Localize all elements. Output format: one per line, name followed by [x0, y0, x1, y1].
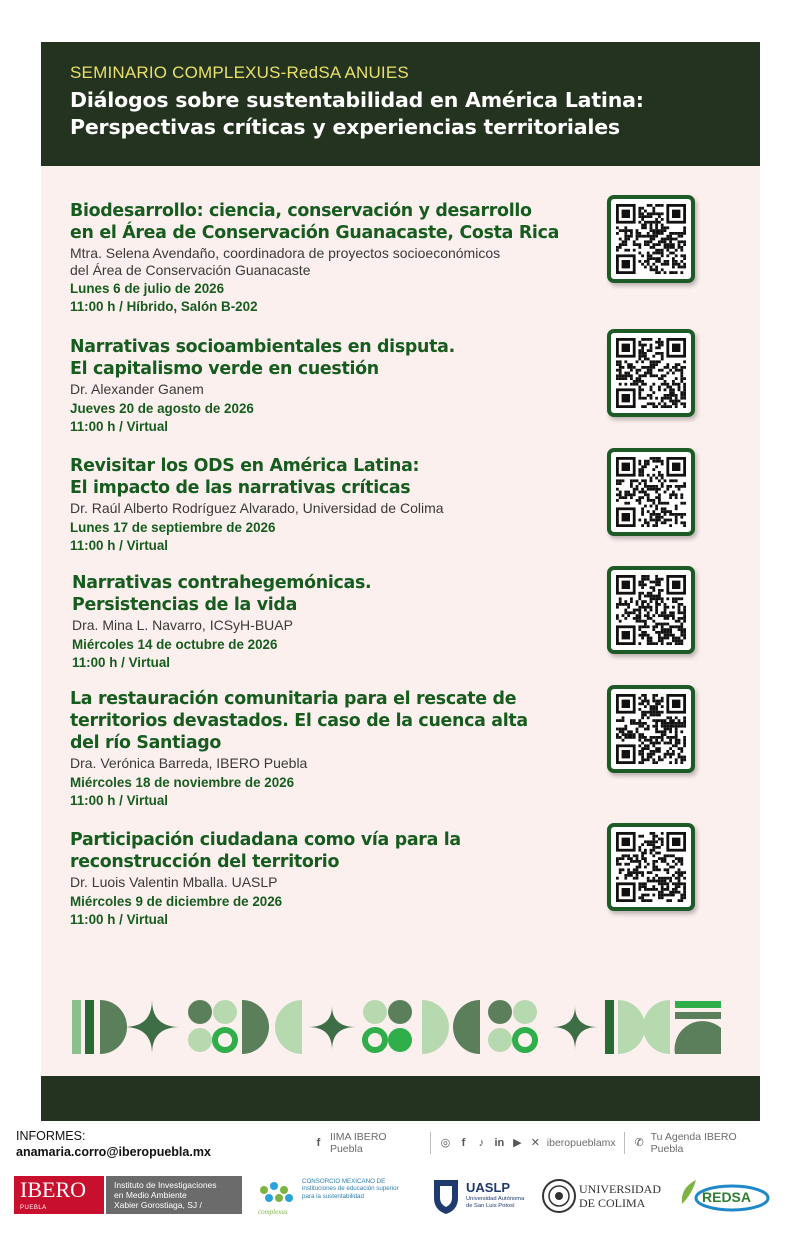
qr-code[interactable]: [607, 823, 695, 911]
pattern-half-circle: [275, 1000, 302, 1054]
colima-seal-icon: [541, 1176, 577, 1216]
event-speaker: [70, 874, 590, 891]
pattern-circle: [488, 1028, 512, 1052]
complexus-logo[interactable]: [256, 1176, 426, 1216]
event-speaker: [72, 617, 592, 634]
qr-code-icon: [616, 694, 686, 764]
event-title: [70, 829, 590, 873]
partner-logos: [0, 1172, 800, 1222]
complexus-word: complexus: [258, 1208, 288, 1216]
event-title-line: Narrativas contrahegemónicas.: [72, 573, 372, 593]
decorative-pattern: [70, 998, 730, 1058]
event-item: [70, 455, 590, 555]
event-speaker: [70, 381, 590, 398]
event-title: [70, 336, 590, 380]
event-title: [72, 572, 592, 616]
speaker-line: Dr. Luois Valentin Mballa. UASLP: [70, 874, 278, 890]
divider: [430, 1132, 431, 1154]
facebook-icon[interactable]: f: [316, 1136, 321, 1149]
youtube-icon[interactable]: ▶: [513, 1136, 522, 1149]
pattern-half-circle: [100, 1000, 127, 1054]
event-item: [70, 688, 590, 810]
uaslp-sub-line: Universidad Autónoma: [466, 1196, 525, 1202]
page-title: [70, 87, 732, 141]
iima-logo[interactable]: [106, 1176, 242, 1214]
complexus-line: CONSORCIO MEXICANO DE: [302, 1178, 386, 1185]
event-date: Miércoles 18 de noviembre de 2026: [70, 774, 295, 790]
iima-line: Xabier Gorostiaga, SJ /: [114, 1200, 202, 1210]
pattern-circle: [388, 1000, 412, 1024]
complexus-line: instituciones de educación superior: [302, 1185, 399, 1193]
facebook-page-label[interactable]: IIMA IBERO Puebla: [329, 1131, 387, 1155]
pattern-star: [308, 1006, 356, 1050]
event-time: 11:00 h / Virtual: [70, 418, 168, 434]
pattern-bar: [85, 1000, 94, 1054]
pattern-half-circle: [618, 1000, 645, 1054]
redsa-wordmark: REDSA: [702, 1189, 752, 1205]
event-time: 11:00 h / Virtual: [70, 792, 168, 808]
event-title-line: del río Santiago: [70, 733, 222, 753]
event-date: Miércoles 9 de diciembre de 2026: [70, 893, 283, 909]
divider: [624, 1132, 625, 1154]
informes-block: [16, 1128, 211, 1160]
pattern-star: [124, 1000, 180, 1054]
pattern-quarter: [675, 1021, 721, 1054]
event-title-line: Narrativas socioambientales en disputa.: [70, 337, 455, 357]
uaslp-shield-icon: [430, 1176, 462, 1216]
colima-line: UNIVERSIDAD: [579, 1182, 661, 1196]
social-handle-label[interactable]: iberopueblamx: [546, 1137, 616, 1149]
pattern-half-circle: [422, 1000, 449, 1054]
qr-code-icon: [616, 832, 686, 902]
qr-code[interactable]: [607, 195, 695, 283]
event-time: 11:00 h / Híbrido, Salón B-202: [70, 299, 258, 314]
event-title: [70, 200, 590, 244]
pattern-bar: [675, 1012, 721, 1019]
event-title-line: Biodesarrollo: ciencia, conservación y desarrollo: [70, 201, 532, 221]
instagram-icon[interactable]: ◎: [440, 1136, 451, 1149]
event-item: [70, 336, 590, 436]
event-title-line: en el Área de Conservación Guanacaste, Costa Rica: [70, 223, 560, 243]
event-time: 11:00 h / Virtual: [72, 654, 170, 670]
uaslp-sub: [466, 1196, 524, 1210]
event-item: [72, 572, 592, 672]
pattern-half-circle: [643, 1000, 670, 1054]
event-item: [70, 200, 590, 316]
pattern-bar: [605, 1000, 614, 1054]
event-item: [70, 829, 590, 929]
speaker-line: Dra. Verónica Barreda, IBERO Puebla: [70, 755, 308, 771]
footer-bar: [41, 1076, 760, 1121]
event-title-line: La restauración comunitaria para el rescate de: [70, 689, 517, 709]
pattern-ring: [365, 1030, 385, 1050]
speaker-line: del Área de Conservación Guanacaste: [70, 261, 311, 278]
pattern-ring: [515, 1030, 535, 1050]
seminar-kicker: SEMINARIO COMPLEXUS-RedSA ANUIES: [70, 63, 409, 82]
iima-line: en Medio Ambiente: [114, 1190, 187, 1200]
ibero-logo[interactable]: [14, 1176, 104, 1214]
pattern-circle: [363, 1000, 387, 1024]
event-speaker: [70, 755, 590, 772]
qr-code-icon: [616, 457, 686, 527]
facebook-icon[interactable]: f: [461, 1136, 466, 1149]
title-line-2: Perspectivas críticas y experiencias territoriales: [70, 115, 620, 139]
event-date: Jueves 20 de agosto de 2026: [70, 400, 254, 416]
event-title-line: reconstrucción del territorio: [70, 852, 340, 872]
contact-email-link[interactable]: anamaria.corro@iberopuebla.mx: [16, 1145, 211, 1159]
iima-line: Instituto de Investigaciones: [114, 1180, 217, 1190]
pattern-half-circle: [242, 1000, 269, 1054]
pattern-circle: [488, 1000, 512, 1024]
uaslp-sub-line: de San Luis Potosí: [466, 1203, 515, 1209]
speaker-line: Dra. Mina L. Navarro, ICSyH-BUAP: [72, 617, 293, 633]
redsa-logo[interactable]: [676, 1174, 770, 1216]
ibero-sub: PUEBLA: [20, 1205, 47, 1211]
event-date: Lunes 17 de septiembre de 2026: [70, 519, 276, 535]
speaker-line: Dr. Alexander Ganem: [70, 381, 204, 397]
event-title-line: Participación ciudadana como vía para la: [70, 830, 461, 850]
qr-code[interactable]: [607, 329, 695, 417]
event-title-line: Persistencias de la vida: [72, 595, 298, 615]
uaslp-wordmark: UASLP: [466, 1180, 511, 1195]
qr-code[interactable]: [607, 448, 695, 536]
pattern-circle: [513, 1000, 537, 1024]
colima-logo[interactable]: [541, 1176, 671, 1216]
complexus-icon: [256, 1176, 300, 1216]
event-title-line: territorios devastados. El caso de la cuenca alta: [70, 711, 528, 731]
pattern-bar: [72, 1000, 81, 1054]
event-date: Miércoles 14 de octubre de 2026: [72, 636, 278, 652]
colima-line: DE COLIMA: [579, 1196, 646, 1210]
whatsapp-icon[interactable]: ✆: [634, 1136, 644, 1149]
social-bar: [312, 1130, 772, 1156]
x-icon[interactable]: ✕: [530, 1136, 540, 1149]
pattern-circle: [188, 1000, 212, 1024]
event-title-line: El impacto de las narrativas críticas: [70, 478, 411, 498]
uaslp-logo[interactable]: [430, 1176, 530, 1216]
complexus-line: para la sustentabilidad: [302, 1192, 364, 1200]
pattern-ring: [215, 1030, 235, 1050]
complexus-text: [302, 1178, 399, 1200]
qr-code-icon: [616, 575, 686, 645]
colima-wordmark: [579, 1182, 661, 1210]
ibero-wordmark: IBERO: [20, 1177, 86, 1202]
whatsapp-label[interactable]: Tu Agenda IBERO Puebla: [650, 1131, 737, 1155]
event-title: [70, 455, 590, 499]
linkedin-icon[interactable]: in: [494, 1136, 505, 1149]
informes-label: INFORMES:: [16, 1129, 86, 1143]
event-time: 11:00 h / Virtual: [70, 537, 168, 553]
pattern-bar: [675, 1001, 721, 1008]
event-time: 11:00 h / Virtual: [70, 911, 168, 927]
pattern-circle: [188, 1028, 212, 1052]
pattern-circle: [388, 1028, 412, 1052]
event-speaker: [70, 245, 590, 278]
qr-code[interactable]: [607, 566, 695, 654]
event-speaker: [70, 500, 590, 517]
qr-code[interactable]: [607, 685, 695, 773]
pattern-half-circle: [453, 1000, 480, 1054]
leaf-icon: [682, 1180, 696, 1204]
pattern-circle: [213, 1000, 237, 1024]
event-title-line: Revisitar los ODS en América Latina:: [70, 456, 420, 476]
speaker-line: Dr. Raúl Alberto Rodríguez Alvarado, Universidad de Colima: [70, 500, 444, 516]
tiktok-icon[interactable]: ♪: [478, 1136, 485, 1149]
title-line-1: Diálogos sobre sustentabilidad en América Latina:: [70, 88, 644, 112]
speaker-line: Mtra. Selena Avendaño, coordinadora de proyectos socioeconómicos: [70, 245, 501, 261]
event-title: [70, 688, 590, 754]
event-date: Lunes 6 de julio de 2026: [70, 281, 225, 296]
event-title-line: El capitalismo verde en cuestión: [70, 359, 379, 379]
header-banner: [41, 42, 760, 166]
qr-code-icon: [616, 204, 686, 274]
qr-code-icon: [616, 338, 686, 408]
pattern-star: [552, 1006, 598, 1050]
